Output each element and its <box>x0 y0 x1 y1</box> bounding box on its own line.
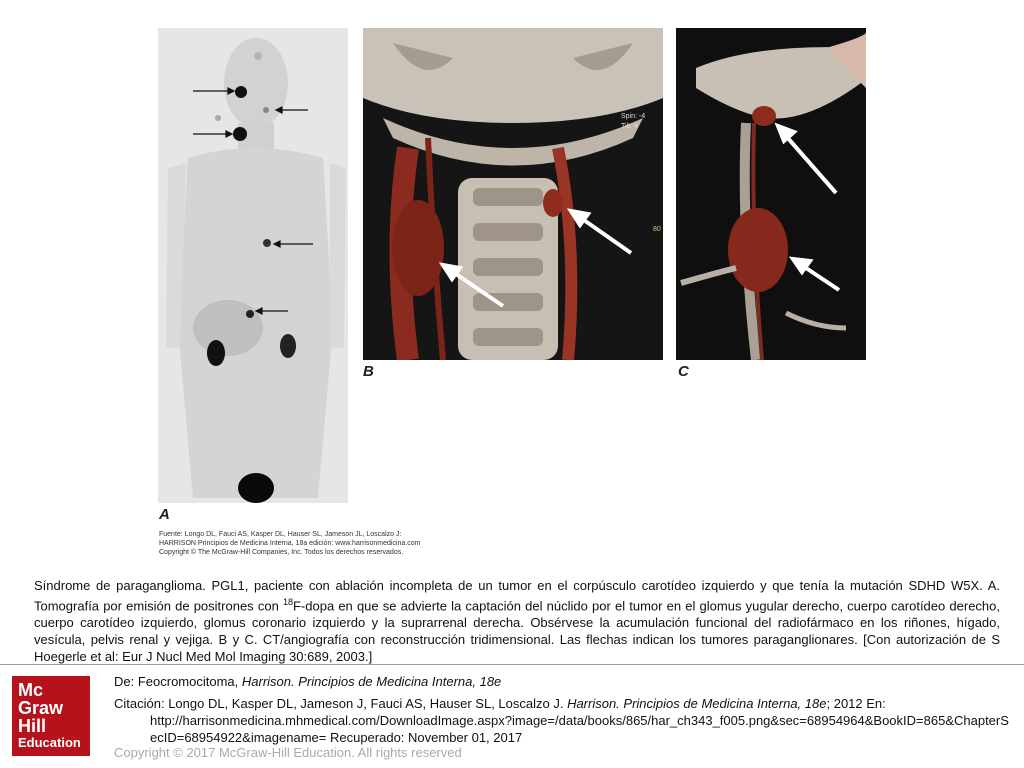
logo-line-2: Graw <box>18 698 64 718</box>
pet-scan-image <box>158 28 348 503</box>
from-title: Harrison. Principios de Medicina Interna, 18e <box>241 674 502 689</box>
uptake-adrenal <box>246 310 254 318</box>
ct-angiography-c <box>676 28 866 360</box>
logo-line-3: Hill <box>18 716 47 736</box>
tumor-left-carotid <box>543 189 563 217</box>
divider <box>0 664 1024 665</box>
uptake-coronary <box>263 239 271 247</box>
pet-scan-drawing <box>158 28 348 503</box>
citation-url-line <box>114 712 1014 746</box>
figure <box>155 25 867 565</box>
source-line-1: Fuente: Longo DL, Fauci AS, Kasper DL, Hauser SL, Jameson JL, Loscalzo J: <box>159 531 402 538</box>
uptake-jugular <box>235 86 247 98</box>
mcgraw-hill-education-logo <box>12 676 90 756</box>
kidney-left <box>280 334 296 358</box>
citation-block <box>114 673 1014 751</box>
caption-text-2: F-dopa en que se advierte la captación del núclido por el tumor en el glomus yugular derecho, cuerpo carotídeo derecho, cuerpo carotídeo izquierdo, glomus coronario izquierdo y la suprarrenal derecha. Obsérvese la acumulación funcional del radiofármaco en los riñones, hígado, vesícula, pelvis renal y vejiga. B y C. CT/angiografía con reconstrucción tridimensional. Las flechas indican los tumores paraganglionares. [Con autorización de S Hoegerle et al: Eur J Nucl Med Mol Imaging 30:689, 2003.] <box>34 598 1001 665</box>
tumor-c-lower <box>728 208 788 292</box>
source-line-2: HARRISON Principios de Medicina Interna, 18a edición: www.harrisonmedicina.com <box>159 540 421 547</box>
source-line-3: Copyright © The McGraw-Hill Companies, Inc. Todos los derechos reservados. <box>159 549 404 556</box>
ct-spin-label: Spin: -4 <box>621 113 646 120</box>
uptake-carotid-right <box>233 127 247 141</box>
ct-c-drawing <box>676 28 866 360</box>
panel-label-a: A <box>159 506 170 523</box>
cite-suffix: ; 2012 En: <box>826 696 886 711</box>
cite-title: Harrison. Principios de Medicina Interna, 18e <box>567 696 827 711</box>
citation-retrieved: Recuperado: November 01, 2017 <box>326 730 523 745</box>
figure-caption <box>34 577 1000 665</box>
citation-url[interactable]: http://harrisonmedicina.mhmedical.com/DownloadImage.aspx?image=/data/books/865/har_ch343_f005.png&sec=68954964&BookID=865&ChapterSecID=68954922&imagename= <box>150 713 1009 745</box>
kidney-right <box>207 340 225 366</box>
ct-angiography-b <box>363 28 663 360</box>
uptake-carotid-left <box>263 107 269 113</box>
citation-reference <box>114 695 1014 746</box>
caption-superscript: 18 <box>282 597 293 607</box>
tumor-right-carotid <box>392 200 444 296</box>
panel-label-c: C <box>678 363 689 380</box>
cite-prefix: Citación: Longo DL, Kasper DL, Jameson J, Fauci AS, Hauser SL, Loscalzo J. <box>114 696 568 711</box>
ct-side-label: 80 <box>653 226 661 233</box>
figure-source-note <box>159 530 579 557</box>
from-prefix: De: Feocromocitoma, <box>114 674 242 689</box>
logo-line-1: Mc <box>18 680 44 700</box>
ct-b-drawing <box>363 28 663 360</box>
tumor-c-upper <box>752 106 776 126</box>
copyright-notice: Copyright © 2017 McGraw-Hill Education. All rights reserved <box>114 745 462 760</box>
panel-label-b: B <box>363 363 374 380</box>
caption-text-1: Síndrome de paraganglioma. PGL1, paciente con ablación incompleta de un tumor en el corpúsculo carotídeo izquierdo y que tenía la mutación SDHD W5X. A. Tomografía por emisión de positrones con <box>34 578 1000 614</box>
bladder <box>238 473 274 503</box>
logo-line-4: Education <box>18 735 81 750</box>
citation-from <box>114 673 1014 690</box>
ct-tilt-label: Tilt: 4 <box>621 123 638 130</box>
